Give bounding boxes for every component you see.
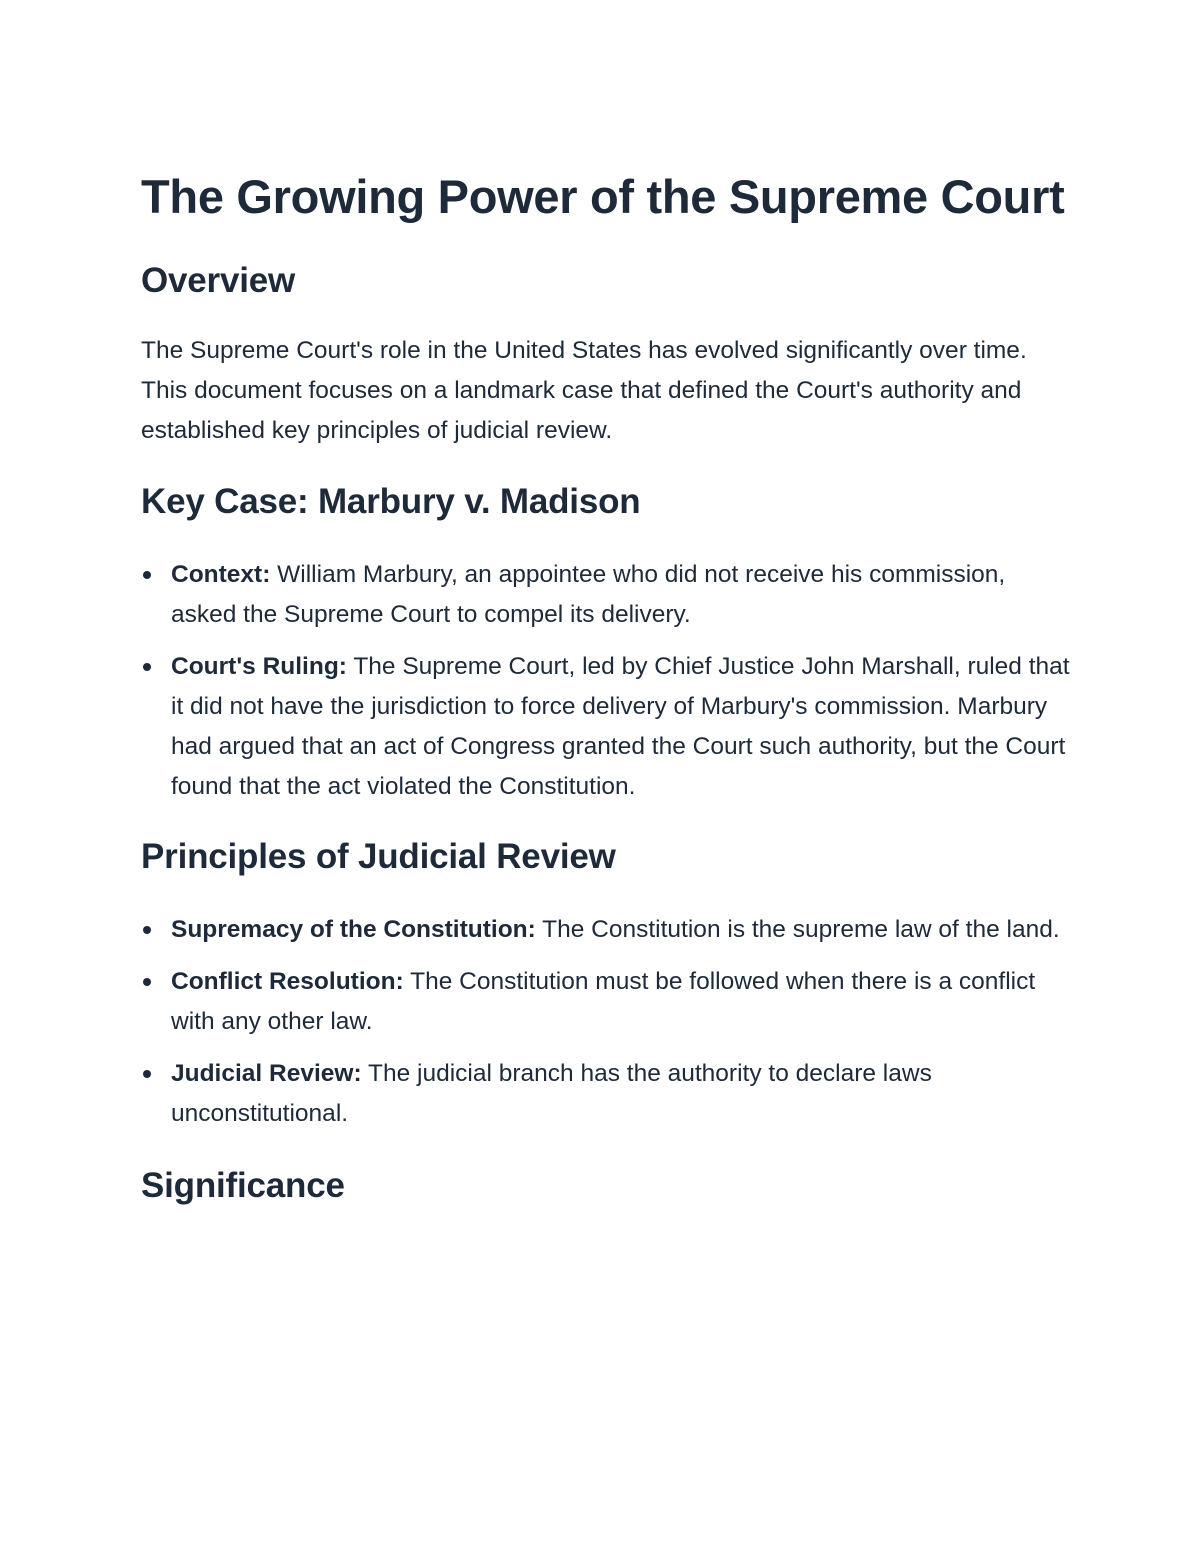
list-item-conflict-resolution xyxy=(141,962,1071,1042)
document-title: The Growing Power of the Supreme Court xyxy=(141,170,1065,223)
bullet-icon xyxy=(143,1070,151,1078)
list-item-judicial-review xyxy=(141,1054,1071,1134)
overview-heading: Overview xyxy=(141,261,296,300)
list-item-term: Court's Ruling: xyxy=(171,653,347,680)
list-item-context xyxy=(141,555,1071,635)
list-item-text: William Marbury, an appointee who did not receive his commission, asked the Supreme Court to compel its delivery. xyxy=(171,561,1006,628)
bullet-icon xyxy=(143,978,151,986)
bullet-icon xyxy=(143,571,151,579)
significance-heading: Significance xyxy=(141,1166,345,1205)
list-item-term: Context: xyxy=(171,561,271,588)
document-page xyxy=(141,165,1071,1208)
list-item-courts-ruling xyxy=(141,647,1071,807)
list-item-supremacy xyxy=(141,910,1071,950)
key-case-heading: Key Case: Marbury v. Madison xyxy=(141,482,641,521)
list-item-text: The judicial branch has the authority to declare laws unconstitutional. xyxy=(171,1060,932,1127)
principles-heading: Principles of Judicial Review xyxy=(141,837,616,876)
list-item-term: Judicial Review: xyxy=(171,1060,362,1087)
bullet-icon xyxy=(143,663,151,671)
key-case-list xyxy=(141,555,1071,807)
list-item-text: The Supreme Court, led by Chief Justice John Marshall, ruled that it did not have the jurisdiction to force delivery of Marbury's commission. Marbury had argued that an act of Congress granted the Court such authority, but the Court found that the act violated the Constitution. xyxy=(171,653,1070,800)
principles-list xyxy=(141,910,1071,1134)
list-item-term: Conflict Resolution: xyxy=(171,968,404,995)
list-item-text: The Constitution must be followed when there is a conflict with any other law. xyxy=(171,968,1036,1035)
list-item-text: The Constitution is the supreme law of the land. xyxy=(535,916,1060,943)
list-item-term: Supremacy of the Constitution: xyxy=(171,916,536,943)
overview-paragraph: The Supreme Court's role in the United States has evolved significantly over time. This document focuses on a landmark case that defined the Court's authority and established key principles of judicial review. xyxy=(141,337,1027,444)
bullet-icon xyxy=(143,926,151,934)
